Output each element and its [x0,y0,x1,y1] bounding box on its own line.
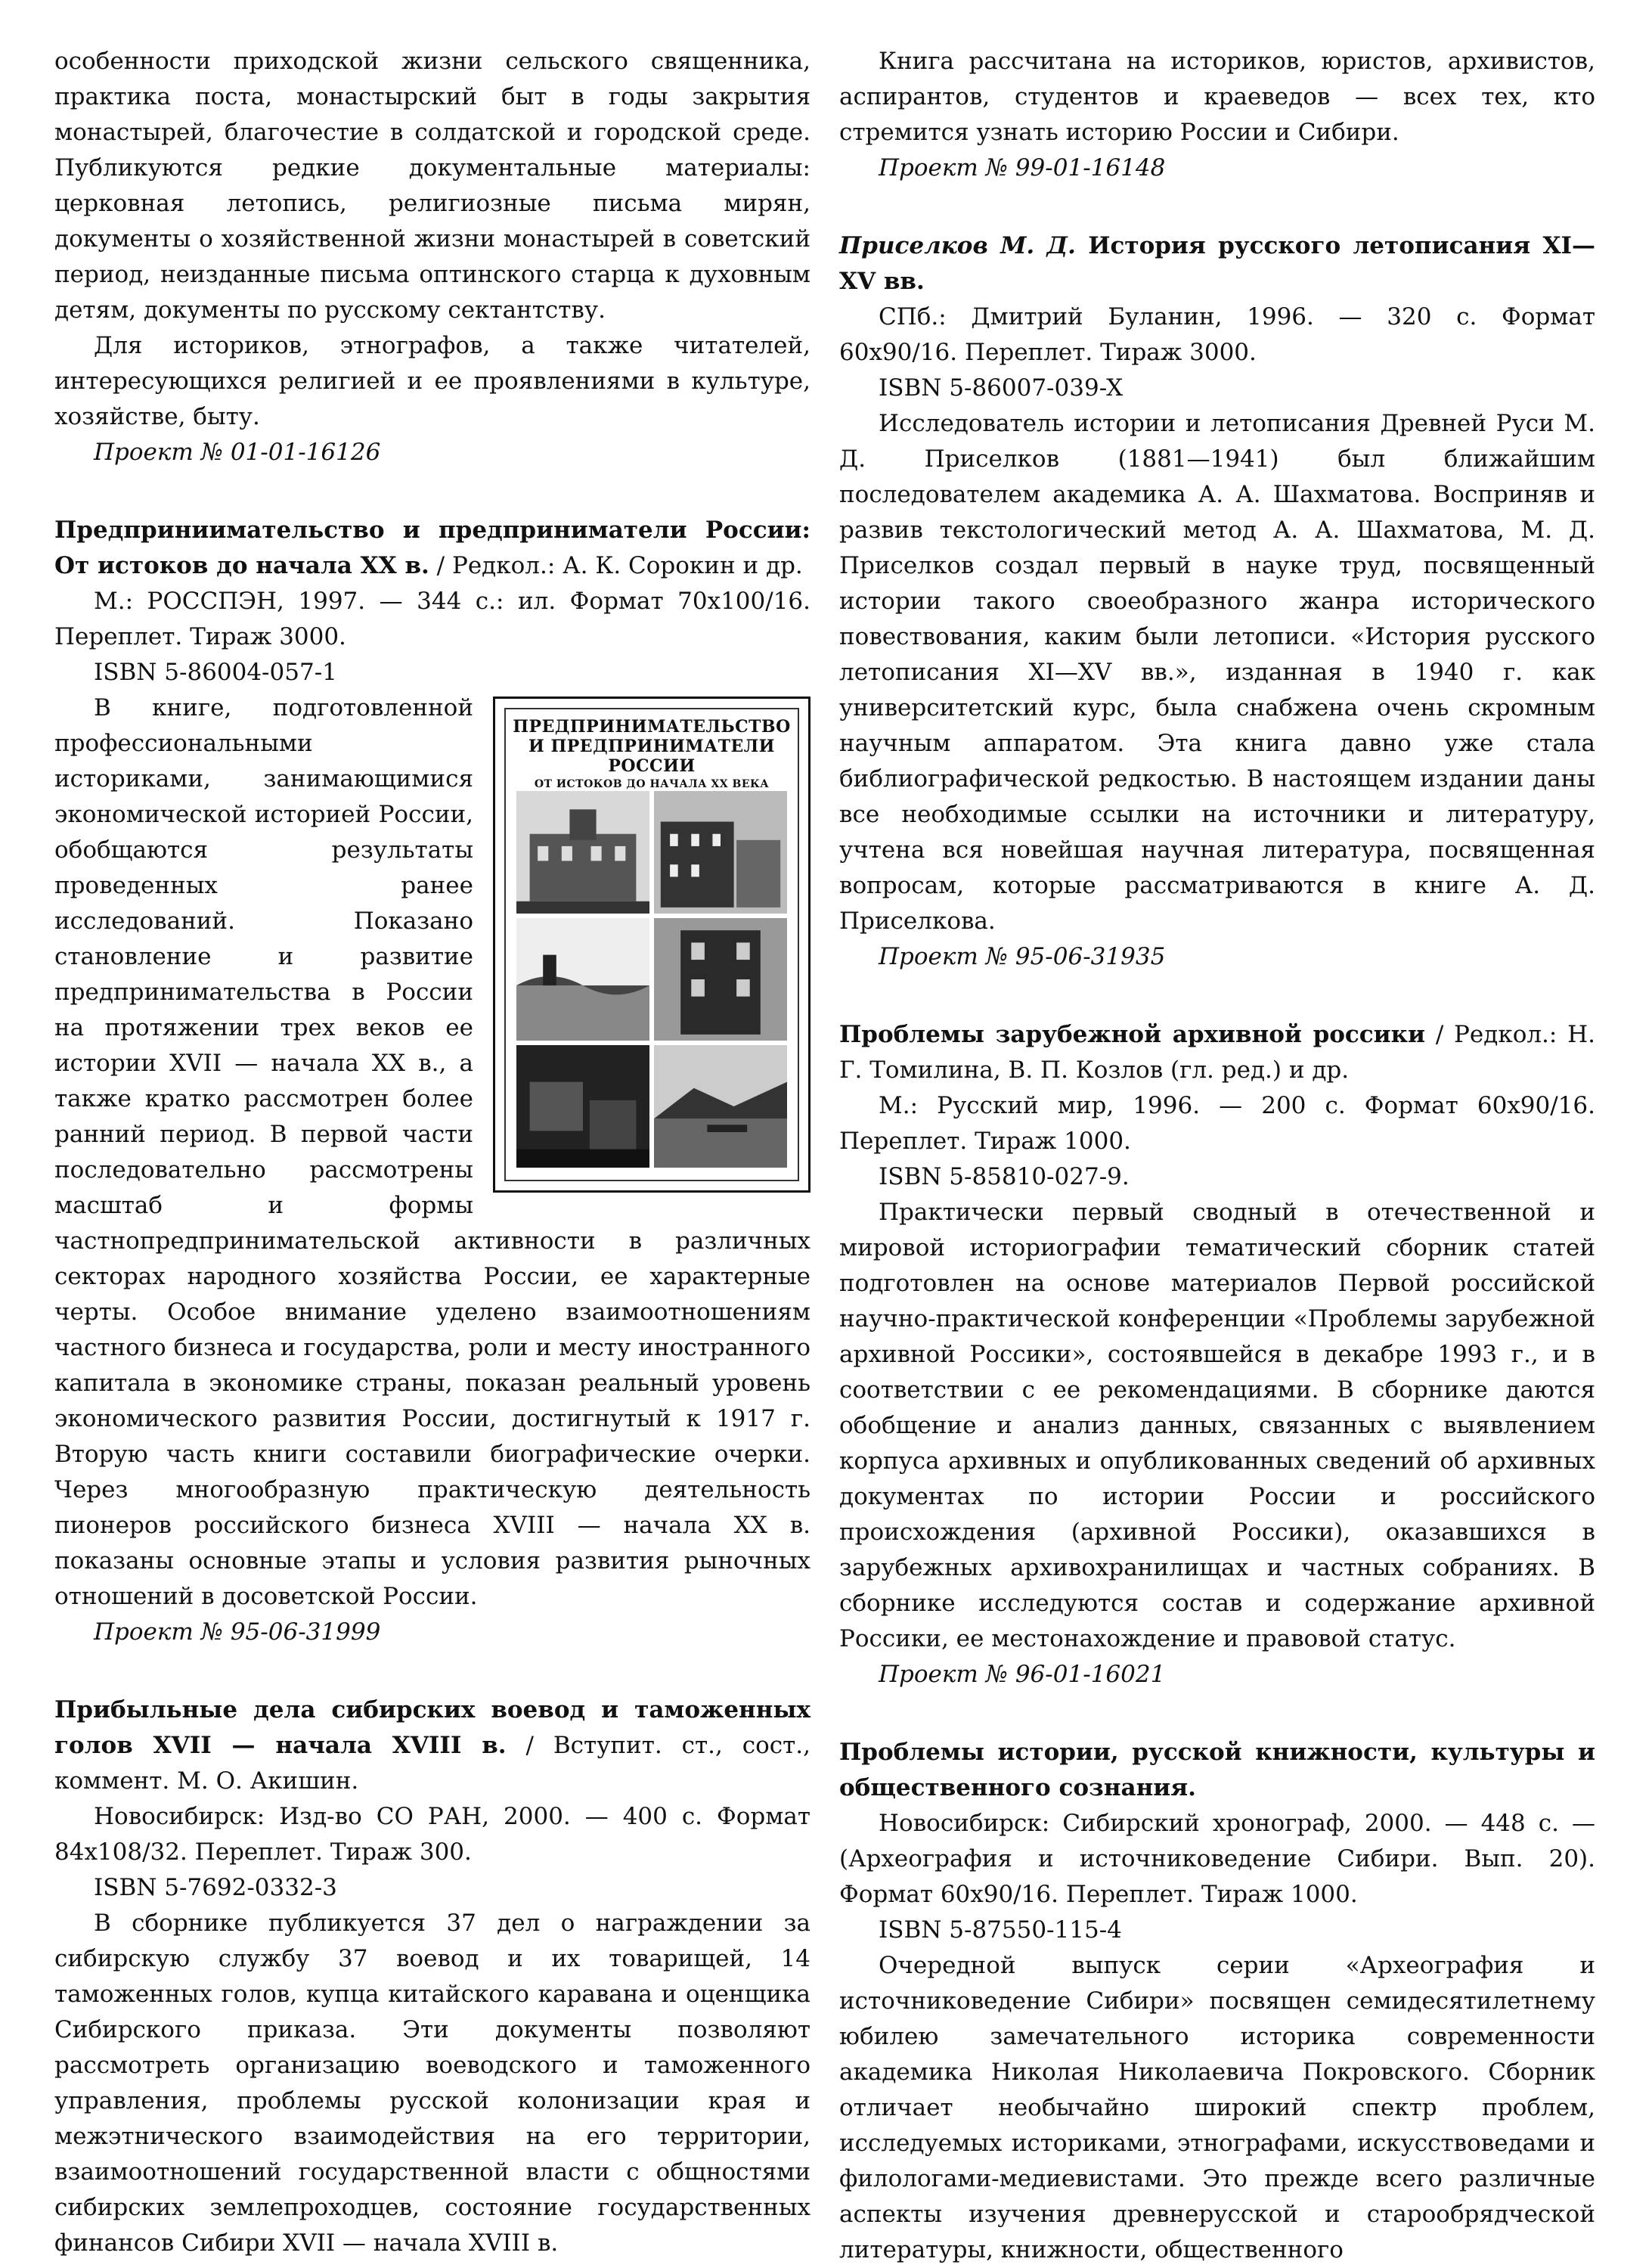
entry-heading [54,513,811,584]
entry-isbn: ISBN 5-7692-0332-3 [94,1874,337,1901]
book-cover-image [493,697,811,1193]
cover-photo [516,791,649,914]
project-number: Проект № 01-01-16126 [94,439,381,466]
entry-imprint: Новосибирск: Сибирский хронограф, 2000. — 448 с. — (Археография и источниковедение Сибири. Вып. 20). Формат 60х90/16. Переплет. Тираж 1000. [839,1810,1595,1908]
cover-line-2: И ПРЕДПРИНИМАТЕЛИ РОССИИ [528,737,775,776]
right-column [839,44,1595,2268]
project-number: Проект № 96-01-16021 [879,1661,1166,1688]
cover-photo [516,1045,649,1168]
cover-line-1: ПРЕДПРИНИМАТЕЛЬСТВО [513,717,791,737]
cover-photo [516,918,649,1041]
entry-editors: / Редкол.: А. К. Сорокин и др. [429,552,803,579]
entry-description: Очередной выпуск серии «Археография и источниковедение Сибири» посвящен семидесятилетнему юбилею замечательного историка современности академика Николая Николаевича Покровского. Сборник отличает необычайно широкий спектр проблем, исследуемых историками, этнографами, искусствоведами и филологами-медиевистами. Это прежде всего различные аспекты изучения древнерусской и старообрядческой литературы, книжности, общественного [839,1952,1595,2263]
entry-title: Проблемы истории, русской книжности, культуры и общественного сознания. [839,1739,1595,1801]
book-cover-title [506,709,798,791]
entry-description: В книге, подготовленной профессиональными историками, занимающимися экономической историей России, обобщаются результаты проведенных ранее исследований. Показано становление и развитие предпринимательства в России на протяжении трех веков ее истории XVII — начала XX в., а также кратко рассмотрен более ранний период. В первой части последовательно рассмотрены масштаб и формы частнопредпринимательской активности в различных секторах народного хозяйства России, ее характерные черты. Особое внимание уделено взаимоотношениям частного бизнеса и государства, роли и месту иностранного капитала в экономике страны, показан реальный уровень экономического развития России, достигнутый к 1917 г. Вторую часть книги составили биографические очерки. Через многообразную практическую деятельность пионеров российского бизнеса XVIII — начала XX в. показаны основные этапы и условия развития рыночных отношений в досоветской России. [54,694,811,1610]
entry-imprint: М.: Русский мир, 1996. — 200 с. Формат 60х90/16. Переплет. Тираж 1000. [839,1092,1595,1155]
entry-description: Исследователь истории и летописания Древней Руси М. Д. Приселков (1881—1941) был ближайшим последователем академика А. А. Шахматова. Восприняв и развив текстологический метод А. А. Шахматова, М. Д. Приселков создал первый в науке труд, посвященный истории такого своеобразного жанра исторического повествования, каким были летописи. «История русского летописания XI—XV вв.», изданная в 1940 г. как университетский курс, была снабжена очень скромным научным аппаратом. Эта книга давно уже стала библиографической редкостью. В настоящем издании даны все необходимые ссылки на источники и литературу, учтена вся новейшая научная литература, посвященная вопросам, которые рассматриваются в книге А. Д. Приселкова. [839,410,1595,935]
cover-photo [654,918,787,1041]
entry-imprint: СПб.: Дмитрий Буланин, 1996. — 320 с. Формат 60х90/16. Переплет. Тираж 3000. [839,303,1595,366]
project-number: Проект № 95-06-31999 [94,1618,381,1646]
entry-isbn: ISBN 5-85810-027-9. [879,1163,1130,1190]
entry-editors: / Редкол.: Н. Г. Томилина, В. П. Козлов (гл. ред.) и др. [839,1021,1595,1084]
entry-heading [839,1017,1595,1088]
entry-isbn: ISBN 5-87550-115-4 [879,1916,1122,1944]
entry-heading [839,228,1595,299]
entry-isbn: ISBN 5-86004-057-1 [94,659,337,686]
entry-description: В сборнике публикуется 37 дел о награждении за сибирскую службу 37 воевод и их товарищей, 14 таможенных голов, купца китайского каравана и оценщика Сибирского приказа. Эти документы позволяют рассмотреть организацию воеводского и таможенного управления, проблемы русской колонизации края и межэтнического взаимодействия на его территории, взаимоотношений государственной власти с общностями сибирских землепроходцев, состояние государственных финансов Сибири XVII — начала XVIII в. [54,1910,811,2257]
entry-title: Проблемы зарубежной архивной россики [839,1021,1426,1048]
book-cover-frame [504,708,799,1181]
left-column [54,44,811,2261]
entry-title: История русского летописания XI—XV вв. [839,232,1595,295]
left-audience-paragraph: Для историков, этнографов, а также читателей, интересующихся религией и ее проявлениями в культуре, хозяйстве, быту. [54,332,811,430]
entry-description: Практически первый сводный в отечественной и мировой историографии тематический сборник статей подготовлен на основе материалов Первой российской научно-практической конференции «Проблемы зарубежной архивной Россики», состоявшейся в декабре 1993 г., и в соответствии с ее рекомендациями. В сборнике даются обобщение и анализ данных, связанных с выявлением корпуса архивных и опубликованных сведений об архивных документах по истории России и российского происхождения (архивной Россики), оказавшихся в зарубежных архивохранилищах и частных собраниях. В сборнике исследуются состав и содержание архивной Россики, ее местонахождение и правовой статус. [839,1199,1595,1652]
cover-photo [654,1045,787,1168]
cover-photo-grid [516,791,787,1168]
entry-author: Приселков М. Д. [839,232,1076,259]
entry-heading [54,1692,811,1799]
project-number: Проект № 99-01-16148 [879,154,1166,182]
cover-photo [654,791,787,914]
cover-line-3: ОТ ИСТОКОВ ДО НАЧАЛА XX ВЕКА [534,778,770,790]
entry-title: Прибыльные дела сибирских воевод и таможенных голов XVII — начала XVIII в. [54,1696,811,1759]
right-intro-paragraph: Книга рассчитана на историков, юристов, архивистов, аспирантов, студентов и краеведов — всех тех, кто стремится узнать историю России и Сибири. [839,48,1595,146]
entry-imprint: М.: РОССПЭН, 1997. — 344 с.: ил. Формат 70х100/16. Переплет. Тираж 3000. [54,588,811,650]
left-intro-paragraph: особенности приходской жизни сельского священника, практика поста, монастырский быт в годы закрытия монастырей, благочестие в солдатской и городской среде. Публикуются редкие документальные материалы: церковная летопись, религиозные письма мирян, документы о хозяйственной жизни монастырей в советский период, неизданные письма оптинского старца к духовным детям, документы по русскому сектантству. [54,48,811,324]
entry-isbn: ISBN 5-86007-039-X [879,374,1124,402]
entry-title: Предприниимательство и предприниматели России: От истоков до начала XX в. [54,517,811,579]
entry-editors: / Вступит. ст., сост., коммент. М. О. Акишин. [54,1732,811,1795]
project-number: Проект № 95-06-31935 [879,943,1166,970]
entry-imprint: Новосибирск: Изд-во СО РАН, 2000. — 400 с. Формат 84х108/32. Переплет. Тираж 300. [54,1803,811,1866]
